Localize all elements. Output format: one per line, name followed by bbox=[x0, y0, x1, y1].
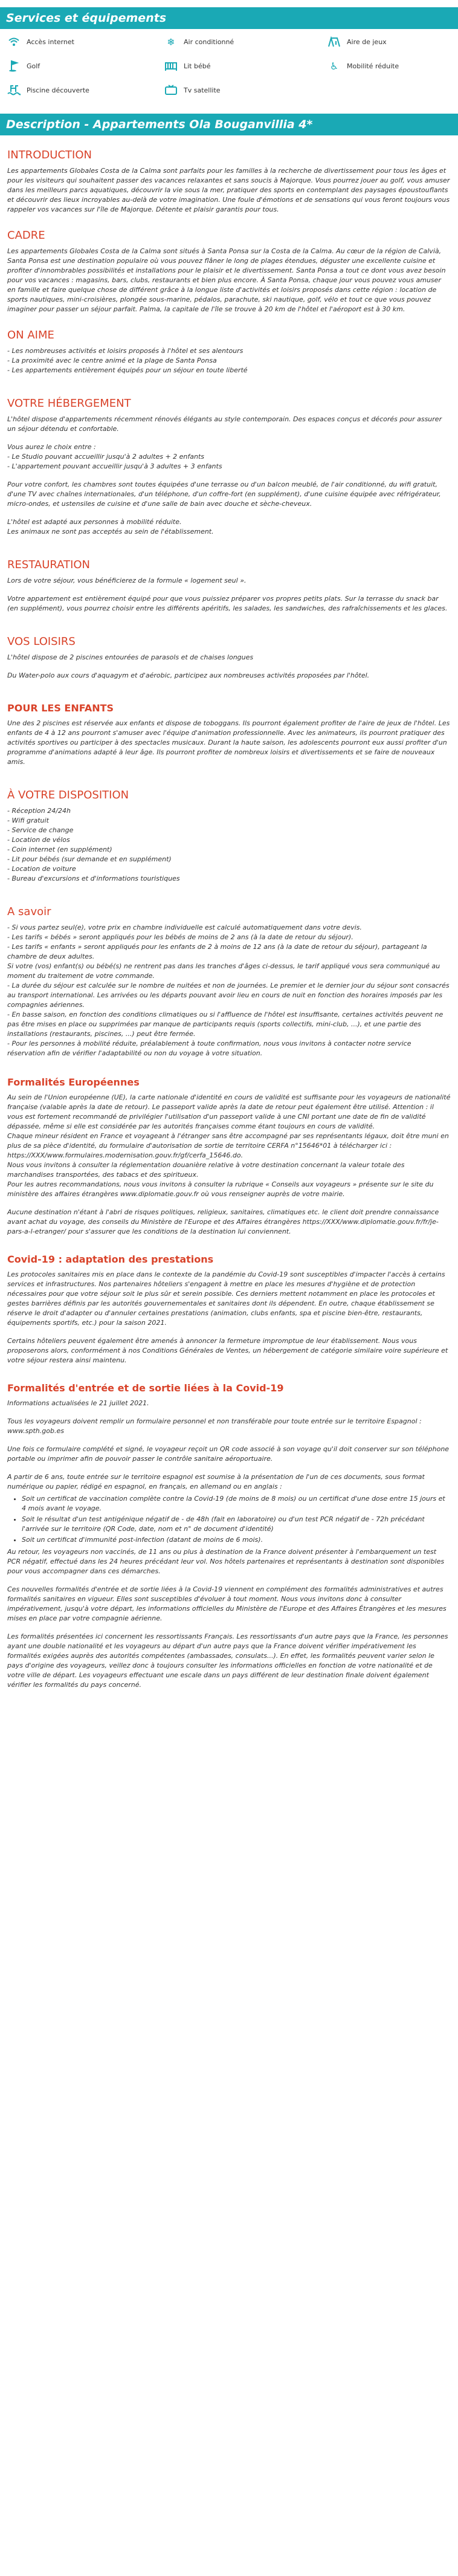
disposition-line: - Lit pour bébés (sur demande et en supplément) bbox=[7, 855, 172, 863]
section-on-aime bbox=[7, 329, 451, 375]
service-label: Golf bbox=[27, 62, 40, 70]
formalites-paragraph: Nous vous invitons à consulter la réglementation douanière relative à votre destination concernant la valeur totale des marchandises transportées, des tabacs et des spiritueux. bbox=[7, 1161, 405, 1179]
snowflake-icon: ❄ bbox=[167, 36, 175, 48]
restauration-formula: Lors de votre séjour, vous bénéficierez de la formule « logement seul ». bbox=[7, 577, 247, 584]
list-item: • Soit le résultat d'un test antigénique négatif de - de 48h (fait en laboratoire) ou d'un test PCR négatif de - 72h précédant l'arrivée sur le territoire (QR Code, date, nom et n° de document d'identité) bbox=[22, 1515, 451, 1534]
hebergement-choice: - L'appartement pouvant accueillir jusqu'à 3 adultes + 3 enfants bbox=[7, 462, 222, 470]
playground-icon bbox=[326, 34, 342, 50]
service-mobility bbox=[326, 58, 399, 74]
service-label: Tv satellite bbox=[184, 86, 221, 94]
restauration-text: Votre appartement est entièrement équipé pour que vous puissiez préparer vos propres petits plats. Sur la terrasse du snack bar (en supplément), vous pourrez choisir entre les différents apéritifs, les salades, les sandwiches, des rafraîchissements et les glaces. bbox=[7, 595, 448, 612]
a-savoir-line: - La durée du séjour est calculée sur le nombre de nuitées et non de journées. Le premier et le dernier jour du séjour sont consacrés au transport international. Les arrivées ou les départs pouvant avoir lieu en cours de nuit en fonction des horaires imposés par les compagnies aériennes. bbox=[7, 982, 450, 1009]
on-aime-line: - Les nombreuses activités et loisirs proposés à l'hôtel et ses alentours bbox=[7, 347, 244, 355]
a-savoir-line: - En basse saison, en fonction des conditions climatiques ou si l'affluence de l'hôtel est insuffisante, certaines activités peuvent ne pas être mises en place ou supprimées par manque de participants requis (sports collectifs, mini-club, ...), et une partie des installations (restaurants, piscines, ...) peut être fermée. bbox=[7, 1011, 443, 1038]
section-loisirs bbox=[7, 635, 451, 681]
disposition-line: - Location de voiture bbox=[7, 865, 76, 873]
on-aime-title: ON AIME bbox=[7, 329, 54, 341]
service-label: Lit bébé bbox=[184, 62, 211, 70]
hebergement-comfort: Pour votre confort, les chambres sont toutes équipées d'une terrasse ou d'un balcon meublé, de l'air conditionné, du wifi gratuit, d'une TV avec chaînes internationales, d'un téléphone, d'un coffre-fort (en supplément), d'une cuisine équipée avec réfrigérateur, micro-ondes, et ustensiles de cuisine et d'une salle de bain avec douche et sèche-cheveux. bbox=[7, 481, 441, 508]
services-title: Services et équipements bbox=[6, 11, 167, 25]
hebergement-intro: L'hôtel dispose d'appartements récemment rénovés élégants au style contemporain. Des espaces conçus et décorés pour assurer un séjour détendu et confortable. bbox=[7, 415, 442, 433]
service-label: Mobilité réduite bbox=[347, 62, 399, 70]
service-internet bbox=[6, 34, 74, 50]
description-title: Description - Appartements Ola Bouganvillia 4* bbox=[6, 118, 313, 131]
section-formalites-covid bbox=[7, 1382, 451, 1690]
enfants-text: Une des 2 piscines est réservée aux enfants et dispose de toboggans. Ils pourront également profiter de l'aire de jeux de l'hôtel. Les enfants de 4 à 12 ans pourront s'amuser avec l'équipe d'animation professionnelle. Avec les animateurs, ils pourront pratiquer des activités sportives ou participer à des spectacles musicaux. Durant la haute saison, les adolescents pourront eux aussi profiter d'un programme d'animations adapté à leur âge. Ils pourront profiter de nombreux loisirs et divertissements et se faire de nouveaux amis. bbox=[7, 719, 450, 766]
hebergement-title: VOTRE HÉBERGEMENT bbox=[7, 397, 131, 410]
pool-icon bbox=[6, 82, 22, 98]
covid-paragraph: Certains hôteliers peuvent également être amenés à annoncer la fermeture impromptue de leur établissement. Nous vous proposerons alors, conformément à nos Conditions Générales de Ventes, un hébergement de catégorie similaire voire supérieure et votre séjour restera ainsi maintenu. bbox=[7, 1337, 448, 1364]
formalites-paragraph: Pour les autres recommandations, nous vous invitons à consulter la rubrique « Conseils aux voyageurs » présente sur le site du ministère des affaires étrangères www.diplomatie.gouv.fr où vous renseigner auprès de votre mairie. bbox=[7, 1180, 434, 1198]
golf-icon bbox=[6, 58, 22, 74]
list-item: • Soit un certificat de vaccination complète contre la Covid-19 (de moins de 8 mois) ou un certificat d'une dose entre 15 jours et 4 mois avant le voyage. bbox=[22, 1494, 451, 1513]
section-enfants bbox=[7, 702, 451, 767]
covid-title: Covid-19 : adaptation des prestations bbox=[7, 1254, 214, 1265]
disposition-line: - Réception 24/24h bbox=[7, 807, 71, 815]
hebergement-choice: - Le Studio pouvant accueillir jusqu'à 2 adultes + 2 enfants bbox=[7, 453, 205, 461]
formalites-paragraph: Au sein de l'Union européenne (UE), la carte nationale d'identité en cours de validité est suffisante pour les voyageurs de nationalité française (valable après la date de retour). Le passeport valide après la date de retour peut également être utilisé. Attention : il vous est fortement recommandé de privilégier l'utilisation d'un passeport valide à une CNI portant une date de fin de validité dépassée, même si elle est considérée par les autorités françaises comme étant toujours en cours de validité. bbox=[7, 1093, 451, 1130]
a-savoir-line: Si votre (vos) enfant(s) ou bébé(s) ne rentrent pas dans les tranches d'âges ci-dessus, le tarif appliqué vous sera communiqué au moment du traitement de votre commande. bbox=[7, 962, 440, 980]
service-label: Aire de jeux bbox=[347, 37, 387, 46]
services-grid bbox=[0, 29, 458, 114]
section-disposition bbox=[7, 789, 451, 884]
section-a-savoir bbox=[7, 905, 451, 1058]
introduction-text: Les appartements Globales Costa de la Calma sont parfaits pour les familles à la recherche de divertissement pour tous les âges et pour les visiteurs qui souhaitent passer des vacances relaxantes et sans soucis à Majorque. Vous pourrez jouer au golf, vous amuser dans les meilleurs parcs aquatiques, découvrir la vie sous la mer, pratiquer des sports en contemplant des paysages époustouflants et découvrir des lieux incroyables au-delà de votre imagination. Une foule d'émotions et de sensations qui vous feront toujours vous rappeler vos vacances sur l'île de Majorque. Détente et plaisir garantis pour tous. bbox=[7, 167, 450, 213]
section-covid bbox=[7, 1254, 451, 1365]
cadre-text: Les appartements Globales Costa de la Calma sont situés à Santa Ponsa sur la Costa de la Calma. Au cœur de la région de Calvià, Santa Ponsa est une destination populaire où vous pouvez flâner le long de plages étendues, déguster une excellente cuisine et profiter d'innombrables possibilités et installations pour le plaisir et le divertissement. Santa Ponsa a tout ce dont vous avez besoin pour vos vacances : magasins, bars, clubs, restaurants et bien plus encore. À Santa Ponsa, chaque jour vous pouvez vous amuser en famille et faire quelque chose de différent grâce à la longue liste d'activités et loisirs proposés dans cette région : location de sports nautiques, mini-croisières, plongée sous-marine, pédalos, parachute, ski nautique, golf, vélo et tout ce que vous pouvez imaginer pour passer un séjour parfait. Palma, la capitale de l'île se trouve à 20 km de l'hôtel et l'aéroport est à 30 km. bbox=[7, 247, 446, 313]
formalites-covid-title: Formalités d'entrée et de sortie liées à la Covid-19 bbox=[7, 1382, 284, 1394]
loisirs-activities: Du Water-polo aux cours d'aquagym et d'aérobic, participez aux nombreuses activités proposées par l'hôtel. bbox=[7, 672, 370, 679]
section-cadre bbox=[7, 229, 451, 314]
on-aime-line: - Les appartements entièrement équipés pour un séjour en toute liberté bbox=[7, 366, 248, 374]
description-header bbox=[0, 114, 458, 135]
introduction-title: INTRODUCTION bbox=[7, 149, 92, 161]
formalites-paragraph: Chaque mineur résident en France et voyageant à l'étranger sans être accompagné par ses représentants légaux, doit être muni en plus de sa pièce d'identité, du formulaire d'autorisation de sortie de territoire CERFA n°15646*01 à télécharger ici : https://XXX/www.formulaires.modernisation.gouv.fr/gf/cerfa_15646.do. bbox=[7, 1132, 449, 1159]
formalites-covid-update: Informations actualisées le 21 juillet 2021. bbox=[7, 1399, 149, 1407]
formalites-covid-complement: Ces nouvelles formalités d'entrée et de sortie liées à la Covid-19 viennent en complément des formalités administratives et autres formalités sanitaires en vigueur. Elles sont susceptibles d'évoluer à tout moment. Nous vous invitons donc à consulter impérativement, jusqu'à votre départ, les informations officielles du Ministère de l'Europe et des Affaires Étrangères et les mesures mises en place par votre compagnie aérienne. bbox=[7, 1585, 447, 1622]
a-savoir-line: - Les tarifs « enfants » seront appliqués pour les enfants de 2 à moins de 12 ans (à la date de retour du séjour), partageant la chambre de deux adultes. bbox=[7, 943, 427, 960]
services-header bbox=[0, 7, 458, 29]
a-savoir-line: - Pour les personnes à mobilité réduite, préalablement à toute confirmation, nous vous invitons à contacter notre service réservation afin de vérifier l'adaptabilité ou non du voyage à votre situation. bbox=[7, 1040, 411, 1057]
formalites-covid-form: Tous les voyageurs doivent remplir un formulaire personnel et non transférable pour toute entrée sur le territoire Espagnol : www.spth.gob.es bbox=[7, 1417, 422, 1435]
disposition-line: - Service de change bbox=[7, 826, 74, 834]
crib-icon bbox=[163, 58, 179, 74]
formalites-covid-return: Au retour, les voyageurs non vaccinés, de 11 ans ou plus à destination de la France doivent présenter à l'embarquement un test PCR négatif, effectué dans les 24 heures précédant leur vol. Nos hôtels partenaires et représentants à destination sont disponibles pour vous accompagner dans ces démarches. bbox=[7, 1548, 445, 1575]
service-aircon bbox=[163, 34, 234, 50]
a-savoir-line: - Les tarifs « bébés » seront appliqués pour les bébés de moins de 2 ans (à la date de retour du séjour). bbox=[7, 933, 353, 941]
service-crib bbox=[163, 58, 211, 74]
loisirs-pools: L'hôtel dispose de 2 piscines entourées de parasols et de chaises longues bbox=[7, 653, 254, 661]
section-formalites bbox=[7, 1076, 451, 1237]
disposition-title: À VOTRE DISPOSITION bbox=[7, 789, 129, 801]
enfants-title: POUR LES ENFANTS bbox=[7, 702, 114, 714]
hebergement-choice-intro: Vous aurez le choix entre : bbox=[7, 443, 96, 451]
service-label: Piscine découverte bbox=[27, 86, 89, 94]
a-savoir-line: - Si vous partez seul(e), votre prix en chambre individuelle est calculé automatiquement dans votre devis. bbox=[7, 924, 362, 931]
section-hebergement bbox=[7, 397, 451, 537]
a-savoir-title: A savoir bbox=[7, 905, 51, 918]
tv-icon bbox=[163, 82, 179, 98]
formalites-covid-list bbox=[22, 1494, 451, 1545]
wheelchair-icon: ♿ bbox=[329, 60, 339, 72]
disposition-line: - Bureau d'excursions et d'informations touristiques bbox=[7, 875, 180, 882]
wifi-icon bbox=[6, 34, 22, 50]
disposition-line: - Wifi gratuit bbox=[7, 817, 49, 824]
hebergement-note: Les animaux ne sont pas acceptés au sein de l'établissement. bbox=[7, 528, 214, 536]
hebergement-note: L'hôtel est adapté aux personnes à mobilité réduite. bbox=[7, 518, 182, 526]
service-label: Accès internet bbox=[27, 37, 74, 46]
service-label: Air conditionné bbox=[184, 37, 234, 46]
formalites-title: Formalités Européennes bbox=[7, 1076, 140, 1088]
covid-paragraph: Les protocoles sanitaires mis en place dans le contexte de la pandémie du Covid-19 sont susceptibles d'impacter l'accès à certains services et infrastructures. Nos partenaires hôteliers s'engagent à mettre en place les mesures d'hygiène et de protection nécessaires pour que votre séjour soit le plus sûr et serein possible. Ces derniers mettent notamment en place les protocoles et gestes barrières définis par les autorités gouvernementales et sanitaires dont ils dépendent. En outre, chaque établissement se réserve le droit d'adapter ou d'annuler certaines prestations (animation, clubs enfants, spa et piscine bien-être, restaurants, équipements sportifs, etc.) pour la saison 2021. bbox=[7, 1270, 445, 1327]
list-item: • Soit un certificat d'immunité post-infection (datant de moins de 6 mois). bbox=[22, 1535, 451, 1545]
section-restauration bbox=[7, 558, 451, 613]
description-content bbox=[0, 135, 458, 1690]
formalites-covid-qr: Une fois ce formulaire complété et signé, le voyageur reçoit un QR code associé à son voyage qu'il doit conserver sur son téléphone portable ou imprimer afin de pouvoir passer le contrôle sanitaire aéroportuaire. bbox=[7, 1445, 450, 1463]
service-golf bbox=[6, 58, 40, 74]
service-tv bbox=[163, 82, 221, 98]
loisirs-title: VOS LOISIRS bbox=[7, 635, 76, 648]
disposition-line: - Coin internet (en supplément) bbox=[7, 846, 112, 853]
formalites-covid-docs: A partir de 6 ans, toute entrée sur le territoire espagnol est soumise à la présentation de l'un de ces documents, sous format numérique ou papier, rédigé en espagnol, en français, en allemand ou en anglais : bbox=[7, 1473, 425, 1490]
restauration-title: RESTAURATION bbox=[7, 558, 91, 571]
section-introduction bbox=[7, 149, 451, 215]
disposition-line: - Location de vélos bbox=[7, 836, 70, 844]
service-playground bbox=[326, 34, 387, 50]
on-aime-line: - La proximité avec le centre animé et la plage de Santa Ponsa bbox=[7, 357, 217, 364]
service-pool bbox=[6, 82, 89, 98]
cadre-title: CADRE bbox=[7, 229, 45, 242]
formalites-covid-nationals: Les formalités présentées ici concernent les ressortissants Français. Les ressortissants d'un autre pays que la France, les personnes ayant une double nationalité et les voyageurs au départ d'un autre pays que la France doivent vérifier impérativement les formalités exigées auprès des autorités compétentes (ambassades, consulats...). En effet, les formalités peuvent varier selon le pays d'origine des voyageurs, veillez donc à toujours consulter les informations officielles en fonction de votre nationalité et de votre ville de départ. Les voyageurs effectuant une escale dans un pays différent de leur destination finale doivent également vérifier les formalités du pays concerné. bbox=[7, 1633, 448, 1689]
formalites-paragraph: Aucune destination n'étant à l'abri de risques politiques, religieux, sanitaires, climatiques etc. le client doit prendre connaissance avant achat du voyage, des conseils du Ministère de l'Europe et des Affaires étrangères https://XXX/www.diplomatie.gouv.fr/fr/je-pars-a-l-etranger/ pour s'assurer que les conditions de la destination lui conviennent. bbox=[7, 1208, 439, 1235]
